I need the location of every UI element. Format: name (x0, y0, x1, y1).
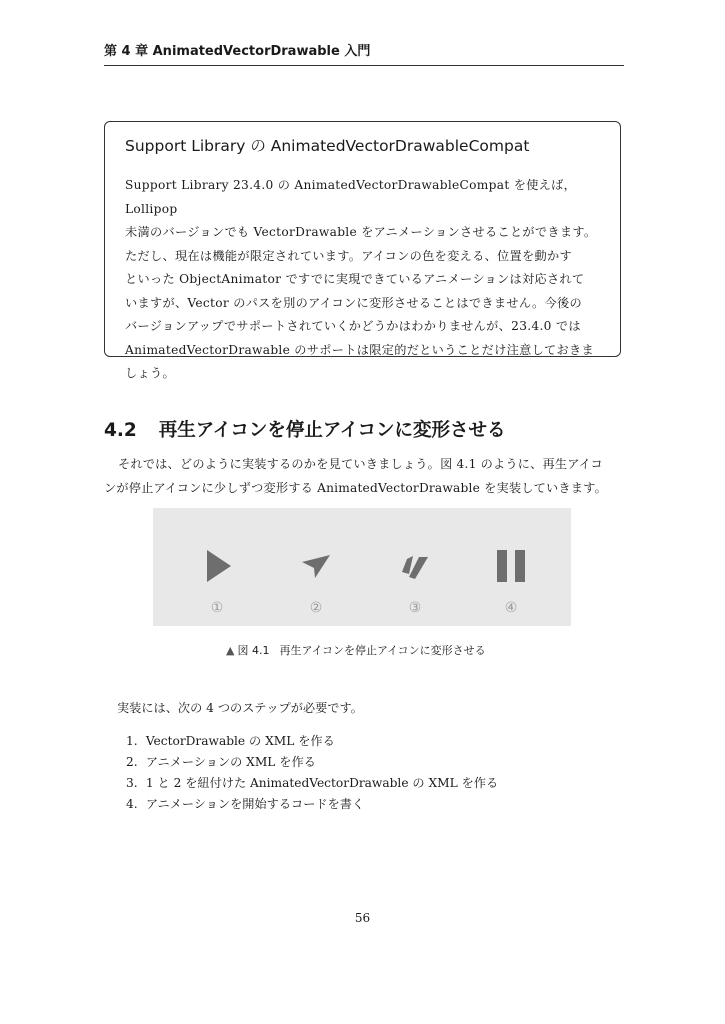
body-paragraph (104, 452, 626, 500)
note-line: AnimatedVectorDrawable のサポートは限定的だということだけ注意しておきま (125, 342, 595, 357)
step-label: ① (210, 600, 224, 616)
note-line: ただし、現在は機能が限定されています。アイコンの色を変える、位置を動かす (125, 248, 572, 263)
figure-step-4 (481, 508, 541, 626)
note-line: バージョンアップでサポートされていくかどうかはわかりませんが、23.4.0 では (125, 319, 581, 333)
figure-step-3 (385, 508, 445, 626)
list-item-text: アニメーションを開始するコードを書く (145, 797, 365, 811)
figure-4-1 (153, 508, 571, 626)
paragraph-line: それでは、どのように実装するのかを見ていきましょう。図 4.1 のように、再生アイコ (118, 457, 603, 471)
list-item-number: 3. (126, 776, 138, 790)
list-item (126, 731, 498, 752)
steps-intro: 実装には、次の 4 つのステップが必要です。 (117, 701, 363, 715)
page-number: 56 (354, 911, 371, 925)
note-box (104, 121, 621, 380)
caption-text: 再生アイコンを停止アイコンに変形させる (279, 644, 486, 657)
play-icon (200, 548, 234, 584)
note-line: 未満のバージョンでも VectorDrawable をアニメーションさせることができます。 (125, 225, 597, 239)
morph-stage-3-icon (398, 548, 432, 584)
list-item-text: VectorDrawable の XML を作る (145, 734, 335, 748)
section-number: 4.2 (104, 420, 137, 441)
list-item (126, 773, 498, 794)
list-item (126, 752, 498, 773)
steps-list (126, 731, 498, 815)
figure-step-2 (286, 508, 346, 626)
running-header: 第 4 章 AnimatedVectorDrawable 入門 (104, 40, 624, 66)
step-label: ③ (408, 600, 422, 616)
list-item-text: 1 と 2 を紐付けた AnimatedVectorDrawable の XML を作る (145, 776, 499, 790)
note-line: といった ObjectAnimator ですでに実現できているアニメーションは対応されて (125, 272, 585, 286)
note-body (125, 174, 600, 386)
note-title: Support Library の AnimatedVectorDrawableCompat (125, 137, 530, 155)
list-item-number: 2. (126, 755, 138, 769)
list-item-number: 1. (126, 734, 138, 748)
figure-caption (226, 642, 486, 658)
note-line: Support Library 23.4.0 の AnimatedVectorDrawableCompat を使えば，Lollipop (125, 178, 577, 216)
caption-number: 図 4.1 (237, 644, 270, 657)
step-label: ④ (504, 600, 518, 616)
caption-marker-icon: ▲ (226, 644, 235, 657)
list-item-text: アニメーションの XML を作る (145, 755, 316, 769)
note-line: しょう。 (125, 366, 175, 380)
paragraph-line: ンが停止アイコンに少しずつ変形する AnimatedVectorDrawable を実装していきます。 (104, 481, 607, 495)
section-title: 再生アイコンを停止アイコンに変形させる (158, 420, 506, 441)
pause-icon (494, 548, 528, 584)
section-heading (104, 416, 505, 442)
figure-step-1 (187, 508, 247, 626)
note-line: いますが、Vector のパスを別のアイコンに変形させることはできません。今後の (125, 295, 582, 310)
morph-stage-2-icon (299, 548, 333, 584)
list-item-number: 4. (126, 797, 138, 811)
step-label: ② (309, 600, 323, 616)
list-item (126, 794, 498, 815)
